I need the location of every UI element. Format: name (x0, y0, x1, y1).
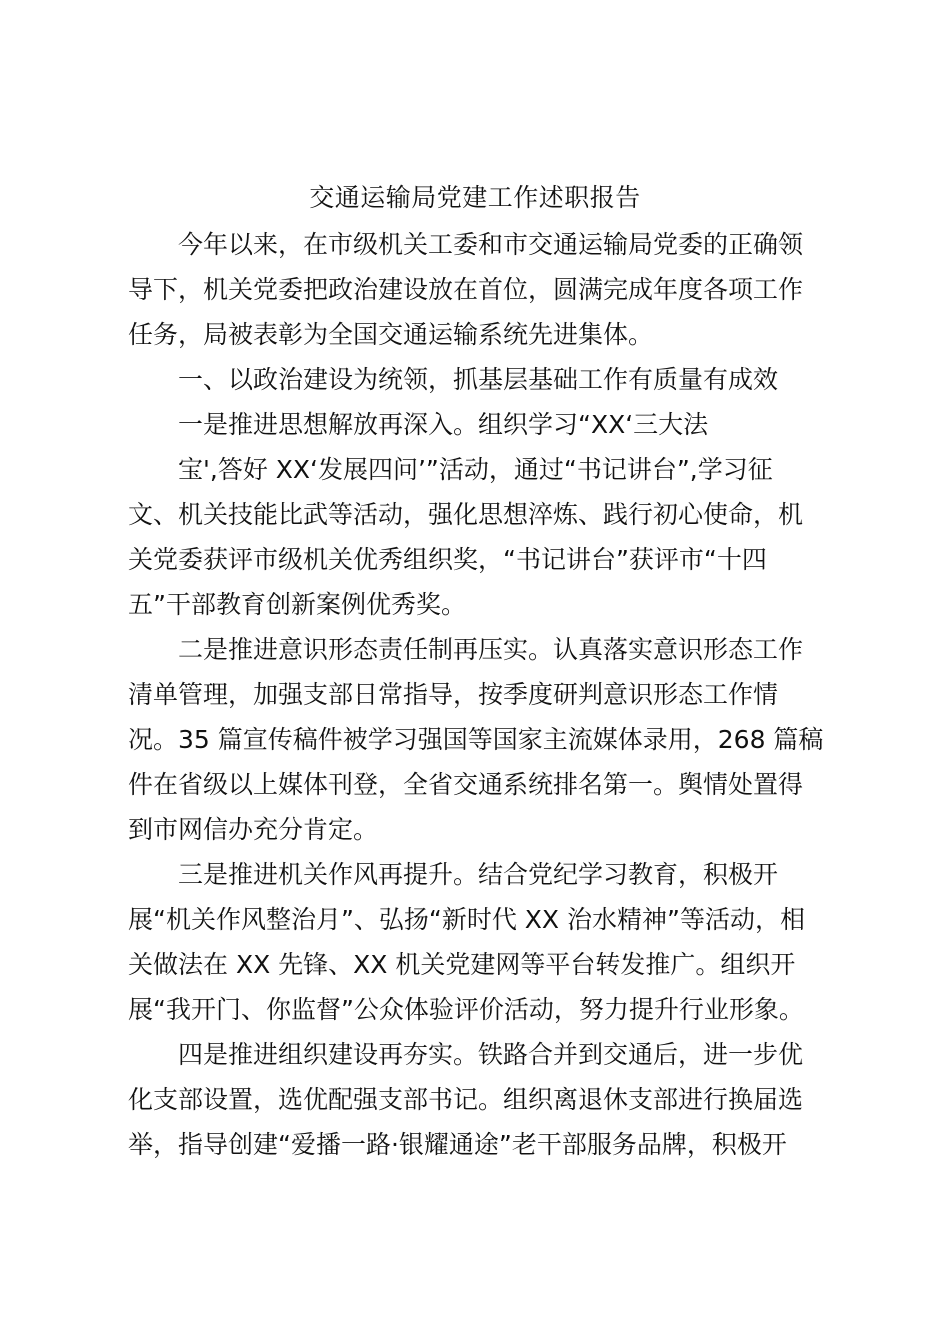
body-line-9: 五”干部教育创新案例优秀奖。 (128, 590, 466, 619)
body-line-1: 今年以来，在市级机关工委和市交通运输局党委的正确领 (178, 230, 804, 259)
body-line-8: 关党委获评市级机关优秀组织奖，“书记讲台”获评市“十四 (128, 545, 767, 574)
body-line-20: 化支部设置，选优配强支部书记。组织离退休支部进行换届选 (128, 1085, 804, 1114)
body-line-3: 任务，局被表彰为全国交通运输系统先进集体。 (128, 320, 654, 349)
body-line-19: 四是推进组织建设再夯实。铁路合并到交通后，进一步优 (178, 1040, 804, 1069)
body-line-16: 展“机关作风整治月”、弘扬“新时代 XX 治水精神”等活动，相 (128, 905, 805, 934)
body-line-10: 二是推进意识形态责任制再压实。认真落实意识形态工作 (178, 635, 804, 664)
body-line-13: 件在省级以上媒体刊登，全省交通系统排名第一。舆情处置得 (128, 770, 804, 799)
body-line-17: 关做法在 XX 先锋、XX 机关党建网等平台转发推广。组织开 (128, 950, 796, 979)
section-heading-1: 一、以政治建设为统领，抓基层基础工作有质量有成效 (178, 365, 779, 394)
document-title: 交通运输局党建工作述职报告 (309, 183, 641, 212)
body-line-2: 导下，机关党委把政治建设放在首位，圆满完成年度各项工作 (128, 275, 804, 304)
body-line-5: 一是推进思想解放再深入。组织学习“XX‘三大法 (178, 410, 709, 439)
body-line-11: 清单管理，加强支部日常指导，按季度研判意识形态工作情 (128, 680, 779, 709)
body-line-21: 举，指导创建“爱播一路·银耀通途”老干部服务品牌，积极开 (128, 1130, 787, 1159)
body-line-18: 展“我开门、你监督”公众体验评价活动，努力提升行业形象。 (128, 995, 804, 1024)
body-line-6: 宝',答好 XX‘发展四问’”活动，通过“书记讲台”,学习征 (178, 455, 773, 484)
body-line-12: 况。35 篇宣传稿件被学习强国等国家主流媒体录用，268 篇稿 (128, 725, 824, 754)
body-line-7: 文、机关技能比武等活动，强化思想淬炼、践行初心使命，机 (128, 500, 804, 529)
body-line-15: 三是推进机关作风再提升。结合党纪学习教育，积极开 (178, 860, 779, 889)
body-line-14: 到市网信办充分肯定。 (128, 815, 379, 844)
